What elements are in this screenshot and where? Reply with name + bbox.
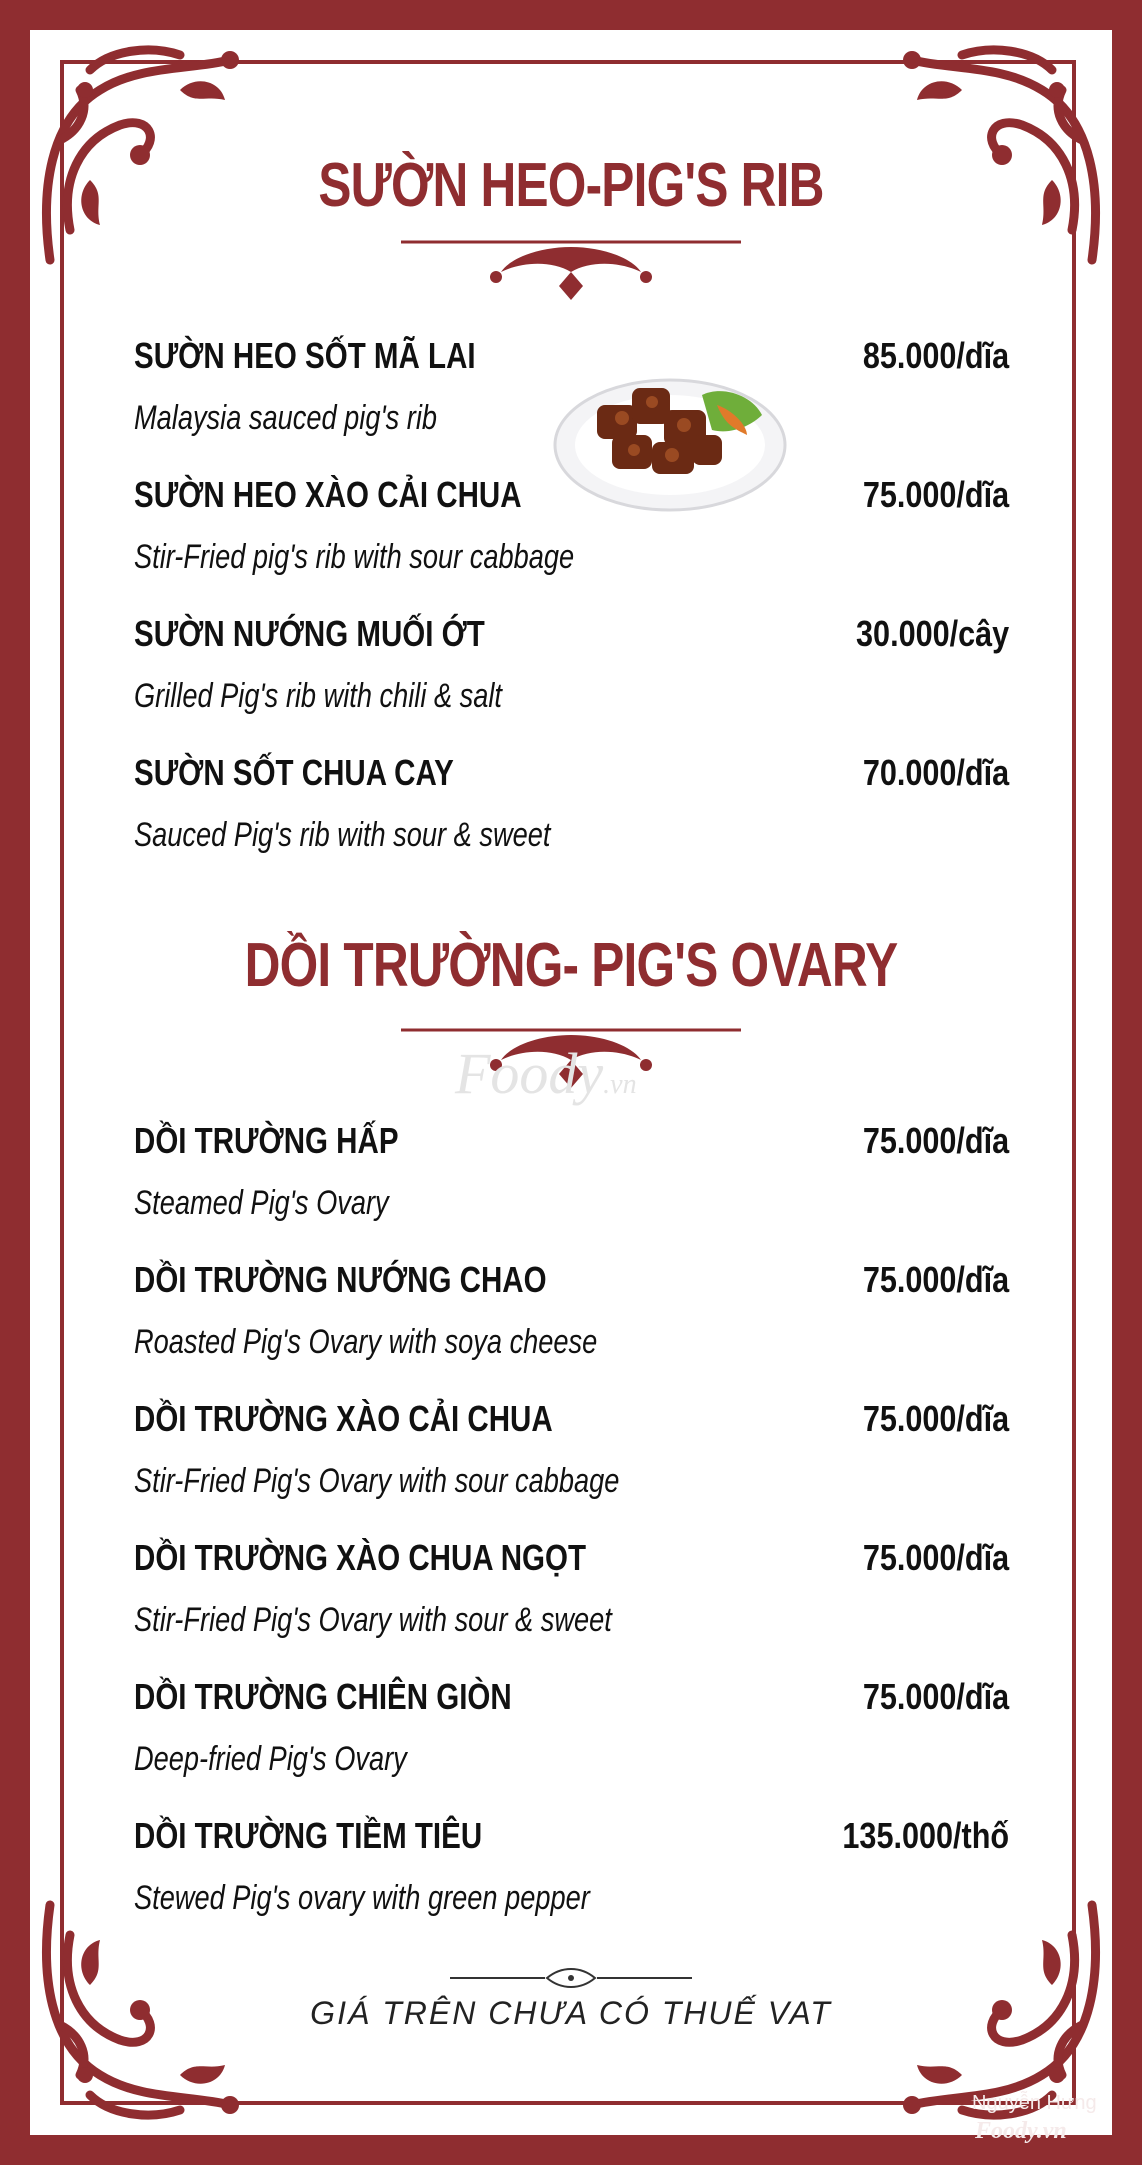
item-description: Stir-Fried Pig's Ovary with sour & sweet — [134, 1601, 612, 1639]
item-price: 75.000/dĩa — [862, 1259, 1009, 1300]
foody-watermark: Foody.vn — [455, 1041, 637, 1106]
item-price: 75.000/dĩa — [862, 1537, 1009, 1578]
item-price: 85.000/dĩa — [862, 335, 1009, 376]
item-description: Stewed Pig's ovary with green pepper — [134, 1879, 590, 1917]
tax-note: GIÁ TRÊN CHƯA CÓ THUẾ VAT — [310, 1995, 832, 2031]
item-name: SƯỜN SỐT CHUA CAY — [134, 752, 454, 793]
item-description: Stir-Fried Pig's Ovary with sour cabbage — [134, 1462, 620, 1500]
photo-credit: Nguyễn Hưng — [972, 2092, 1097, 2114]
item-price: 75.000/dĩa — [862, 1676, 1009, 1717]
ornament-divider-icon — [396, 232, 746, 302]
item-description: Sauced Pig's rib with sour & sweet — [134, 816, 551, 854]
item-description: Deep-fried Pig's Ovary — [134, 1740, 407, 1778]
ornament-divider-icon — [450, 1965, 692, 1991]
section-title-pigs-rib: SƯỜN HEO-PIG'S RIB — [318, 151, 824, 220]
item-name: SƯỜN HEO XÀO CẢI CHUA — [134, 474, 522, 515]
item-name: DỒI TRƯỜNG TIỀM TIÊU — [134, 1815, 483, 1856]
foody-logo: Foody.vn — [975, 2118, 1067, 2144]
item-name: DỒI TRƯỜNG XÀO CHUA NGỌT — [134, 1537, 587, 1578]
item-description: Grilled Pig's rib with chili & salt — [134, 677, 502, 715]
item-price: 30.000/cây — [855, 613, 1009, 654]
section-title-pigs-ovary: DỒI TRƯỜNG- PIG'S OVARY — [244, 931, 898, 1000]
item-description: Steamed Pig's Ovary — [134, 1184, 389, 1222]
item-price: 135.000/thố — [842, 1815, 1009, 1856]
food-plate-photo — [552, 350, 788, 515]
item-name: DỒI TRƯỜNG XÀO CẢI CHUA — [134, 1398, 553, 1439]
item-price: 75.000/dĩa — [862, 474, 1009, 515]
item-name: SƯỜN NƯỚNG MUỐI ỚT — [134, 613, 485, 654]
item-name: DỒI TRƯỜNG HẤP — [134, 1120, 399, 1161]
item-name: SƯỜN HEO SỐT MÃ LAI — [134, 335, 476, 376]
item-description: Stir-Fried pig's rib with sour cabbage — [134, 538, 575, 576]
item-name: DỒI TRƯỜNG NƯỚNG CHAO — [134, 1259, 547, 1300]
item-description: Malaysia sauced pig's rib — [134, 399, 438, 437]
item-price: 75.000/dĩa — [862, 1398, 1009, 1439]
item-price: 70.000/dĩa — [862, 752, 1009, 793]
item-description: Roasted Pig's Ovary with soya cheese — [134, 1323, 598, 1361]
item-name: DỒI TRƯỜNG CHIÊN GIÒN — [134, 1676, 512, 1717]
item-price: 75.000/dĩa — [862, 1120, 1009, 1161]
